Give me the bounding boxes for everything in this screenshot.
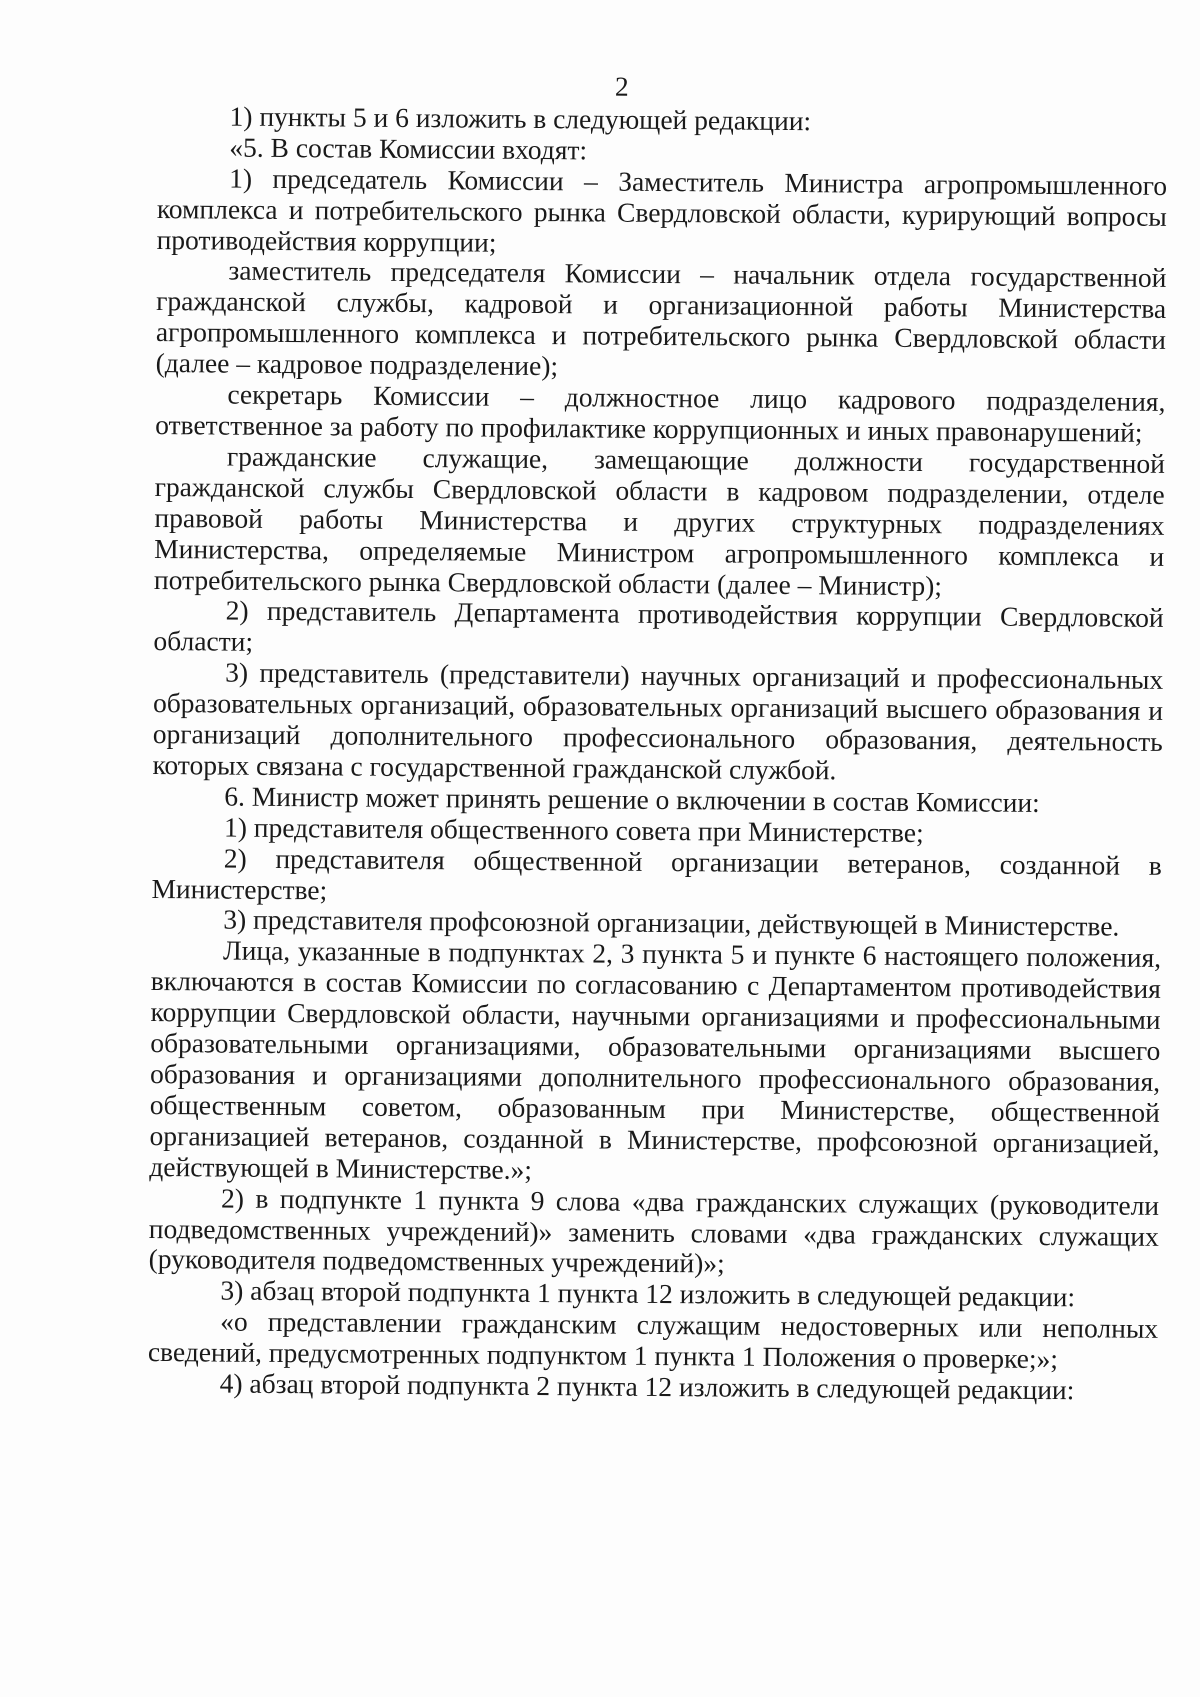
paragraph: 2) представителя общественной организации ветеранов, созданной в Министерстве; xyxy=(151,842,1162,905)
paragraph: 2) в подпункте 1 пункта 9 слова «два гражданских служащих (руководители подведомственных учреждений)» заменить словами «два гражданских служащих (руководителя подведомственных учреждений)»; xyxy=(148,1182,1160,1279)
paragraph: 3) абзац второй подпункта 1 пункта 12 изложить в следующей редакции: xyxy=(220,1274,1076,1313)
paragraph: 6. Министр может принять решение о включении в состав Комиссии: xyxy=(224,780,1040,818)
paragraph: 2) представитель Департамента противодействия коррупции Свердловской области; xyxy=(153,594,1164,658)
paragraph: гражданские служащие, замещающие должности государственной гражданской службы Свердловской области в кадровом подразделении, отделе правовой работы Министерства и других структурных подразделениях Министерства, определяемые Министром агропромышленного комплекса и потребительского рынка Свердловской области (далее – Министр); xyxy=(153,440,1166,601)
paragraph: 3) представитель (представители) научных организаций и профессиональных образовательных организаций, образовательных организаций высшего образования и организаций дополнительного профессионального образования, деятельность которых связана с государственной гражданской службой. xyxy=(152,656,1164,786)
page-number: 2 xyxy=(614,70,629,102)
paragraph: 3) представителя профсоюзной организации, действующей в Министерстве. xyxy=(223,904,1120,943)
paragraph: 4) абзац второй подпункта 2 пункта 12 изложить в следующей редакции: xyxy=(219,1367,1075,1406)
paragraph: секретарь Комиссии – должностное лицо кадрового подразделения, ответственное за работу по профилактике коррупционных и иных правонарушений; xyxy=(155,378,1166,448)
document-body xyxy=(148,68,1168,1407)
paragraph: 1) председатель Комиссии – Заместитель Министра агропромышленного комплекса и потребительского рынка Свердловской области, курирующий вопросы противодействия коррупции; xyxy=(156,162,1168,258)
paragraph: 1) пункты 5 и 6 изложить в следующей редакции: xyxy=(229,100,812,137)
paragraph: Лица, указанные в подпунктах 2, 3 пункта 5 и пункте 6 настоящего положения, включаются в состав Комиссии по согласованию с Департаментом противодействия коррупции Свердловской области, научными организациями и профессиональными образовательными организациями, образовательными организациями высшего образования и организациями дополнительного профессионального образования, общественным советом, образованным при Министерстве, общественной организацией ветеранов, созданной в Министерстве, профсоюзной организацией, действующей в Министерстве.»; xyxy=(149,934,1162,1185)
paragraph: «о представлении гражданским служащим недостоверных или неполных сведений, предусмотренных подпунктом 1 пункта 1 Положения о проверке;»; xyxy=(147,1305,1159,1375)
paragraph: «5. В состав Комиссии входят: xyxy=(229,131,588,166)
paragraph: 1) представителя общественного совета при Министерстве; xyxy=(223,811,924,848)
paragraph: заместитель председателя Комиссии – начальник отдела государственной гражданской службы, кадровой и организационной работы Министерства агропромышленного комплекса и потребительского рынка Свердловской области (далее – кадровое подразделение); xyxy=(155,254,1167,382)
